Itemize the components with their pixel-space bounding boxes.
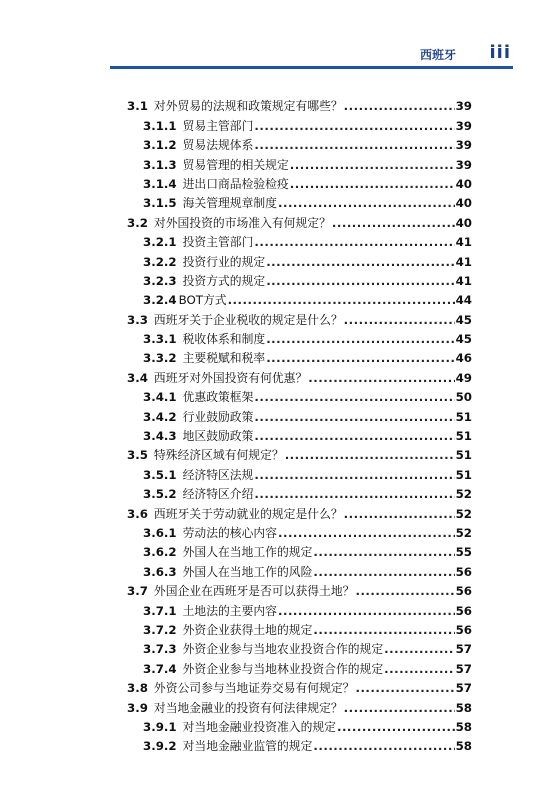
toc-entry[interactable] [127,152,472,171]
toc-dot-leader [266,332,454,346]
toc-entry-title: 优惠政策框架 [182,390,254,405]
toc-entry-title: 进出口商品检验检疫 [182,176,289,191]
toc-entry-number: 3.1 [127,99,148,114]
toc-dot-leader [384,662,454,676]
toc-entry-page: 50 [455,390,472,405]
toc-entry[interactable] [127,637,472,656]
toc-entry-title: 西班牙对外国投资有何优惠？ [153,370,308,385]
toc-entry-number: 3.7.1 [143,603,177,618]
toc-dot-leader [344,701,455,715]
toc-entry-page: 52 [455,487,472,502]
toc-dot-leader [355,584,454,598]
toc-entry-page: 52 [455,525,472,540]
toc-entry-title: 对当地金融业投资准入的规定 [182,719,336,734]
toc-entry-number: 3.1.4 [143,176,177,191]
toc-dot-leader [254,235,454,249]
toc-entry[interactable] [127,133,472,152]
toc-entry[interactable] [127,540,472,559]
toc-entry[interactable] [127,346,472,365]
toc-entry-number: 3.1.5 [143,196,177,211]
toc-entry-title: 经济特区介绍 [182,487,254,502]
toc-entry-number: 3.7 [127,584,148,599]
toc-entry-number: 3.6.1 [143,525,177,540]
toc-entry-page: 56 [455,603,472,618]
toc-entry-title: BOT方式 [178,293,227,308]
toc-entry-title: 外资公司参与当地证券交易有何规定？ [153,681,355,696]
toc-entry-page: 55 [455,545,472,560]
toc-entry-title: 行业鼓励政策 [182,409,254,424]
toc-dot-leader [355,681,454,695]
toc-entry-page: 40 [455,176,472,191]
toc-dot-leader [290,177,455,191]
toc-entry-title: 贸易法规体系 [182,138,254,153]
toc-entry-page: 39 [455,157,472,172]
toc-dot-leader [254,487,454,501]
toc-entry[interactable] [127,94,472,113]
toc-dot-leader [313,565,454,579]
toc-entry[interactable] [127,307,472,326]
toc-dot-leader [278,196,455,210]
toc-entry-number: 3.3.2 [143,351,177,366]
toc-entry[interactable] [127,404,472,423]
toc-entry-title: 主要税赋和税率 [182,351,266,366]
toc-entry-page: 41 [455,235,472,250]
toc-entry-page: 58 [455,719,472,734]
toc-entry-number: 3.9.2 [143,739,177,754]
toc-entry[interactable] [127,230,472,249]
toc-entry-title: 海关管理规章制度 [182,196,277,211]
toc-entry-page: 56 [455,584,472,599]
toc-entry-number: 3.5 [127,448,148,463]
toc-dot-leader [278,604,455,618]
toc-entry-title: 对当地金融业的投资有何法律规定？ [153,700,343,715]
toc-dot-leader [278,526,455,540]
toc-entry-title: 对外贸易的法规和政策规定有哪些？ [153,99,343,114]
toc-entry[interactable] [127,443,472,462]
toc-entry-title: 西班牙关于企业税收的规定是什么？ [153,312,343,327]
running-header-title: 西班牙 [419,48,456,62]
toc-entry-title: 外国人在当地工作的规定 [182,545,313,560]
toc-entry-number: 3.5.2 [143,487,177,502]
toc-entry-title: 特殊经济区域有何规定？ [153,448,284,463]
toc-entry-page: 39 [455,118,472,133]
toc-dot-leader [344,99,455,113]
toc-entry-title: 经济特区法规 [182,467,254,482]
toc-entry-page: 39 [455,138,472,153]
toc-entry[interactable] [127,462,472,481]
toc-entry[interactable] [127,191,472,210]
toc-dot-leader [254,429,454,443]
toc-entry-number: 3.6.3 [143,564,177,579]
toc-entry-title: 土地法的主要内容 [182,603,277,618]
toc-entry-number: 3.2.2 [143,254,177,269]
toc-entry[interactable] [127,734,472,753]
toc-dot-leader [254,138,454,152]
toc-entry-title: 外资企业参与当地农业投资合作的规定 [182,642,384,657]
toc-entry-number: 3.1.3 [143,157,177,172]
toc-dot-leader [308,371,454,385]
toc-entry-title: 税收体系和制度 [182,332,266,347]
toc-entry-page: 51 [455,467,472,482]
toc-entry-number: 3.2.4 [143,293,177,308]
toc-entry-page: 51 [455,409,472,424]
toc-entry[interactable] [127,482,472,501]
toc-entry[interactable] [127,521,472,540]
toc-entry-number: 3.6 [127,506,148,521]
toc-entry-title: 对当地金融业监管的规定 [182,739,313,754]
toc-entry-title: 贸易主管部门 [182,118,254,133]
toc-entry[interactable] [127,618,472,637]
header-rule [110,66,513,69]
table-of-contents [127,94,472,753]
toc-entry[interactable] [127,579,472,598]
toc-entry[interactable] [127,172,472,191]
toc-entry-page: 52 [455,506,472,521]
toc-entry-number: 3.2.3 [143,273,177,288]
toc-dot-leader [344,313,455,327]
toc-entry-number: 3.4.1 [143,390,177,405]
toc-entry-title: 投资主管部门 [182,235,254,250]
toc-entry-number: 3.6.2 [143,545,177,560]
toc-entry-page: 39 [455,99,472,114]
toc-entry-page: 40 [455,196,472,211]
toc-entry-number: 3.3.1 [143,332,177,347]
toc-entry-page: 57 [455,661,472,676]
toc-entry-title: 地区鼓励政策 [182,429,254,444]
toc-entry[interactable] [127,269,472,288]
toc-dot-leader [384,642,454,656]
toc-entry-number: 3.7.4 [143,661,177,676]
toc-entry-page: 41 [455,254,472,269]
toc-entry-number: 3.4.2 [143,409,177,424]
toc-entry-number: 3.2 [127,215,148,230]
toc-dot-leader [313,545,454,559]
toc-entry[interactable] [127,695,472,714]
toc-dot-leader [285,448,455,462]
toc-entry[interactable] [127,249,472,268]
toc-entry-page: 40 [455,215,472,230]
toc-entry-page: 58 [455,739,472,754]
toc-entry-title: 西班牙关于劳动就业的规定是什么？ [153,506,343,521]
toc-entry-page: 44 [455,293,472,308]
toc-dot-leader [266,255,454,269]
toc-entry-number: 3.1.1 [143,118,177,133]
toc-entry-title: 外国人在当地工作的风险 [182,564,313,579]
toc-entry-number: 3.1.2 [143,138,177,153]
toc-dot-leader [313,739,454,753]
toc-entry-title: 劳动法的核心内容 [182,525,277,540]
toc-entry-number: 3.4 [127,370,148,385]
toc-dot-leader [254,119,454,133]
toc-entry[interactable] [127,385,472,404]
toc-dot-leader [254,390,454,404]
toc-entry-page: 46 [455,351,472,366]
toc-entry-number: 3.7.2 [143,622,177,637]
toc-entry-number: 3.5.1 [143,467,177,482]
toc-entry[interactable] [127,501,472,520]
toc-dot-leader [254,468,454,482]
toc-entry[interactable] [127,598,472,617]
toc-dot-leader [290,158,455,172]
toc-entry-title: 外资企业获得土地的规定 [182,622,313,637]
toc-entry-title: 投资方式的规定 [182,273,266,288]
toc-entry[interactable] [127,715,472,734]
toc-entry[interactable] [127,210,472,229]
toc-entry[interactable] [127,327,472,346]
toc-entry-page: 41 [455,273,472,288]
toc-dot-leader [344,507,455,521]
toc-entry-title: 对外国投资的市场准入有何规定？ [153,215,331,230]
toc-entry-number: 3.2.1 [143,235,177,250]
toc-entry-number: 3.3 [127,312,148,327]
toc-entry-number: 3.7.3 [143,642,177,657]
toc-entry-page: 57 [455,642,472,657]
toc-dot-leader [266,351,454,365]
toc-entry[interactable] [127,288,472,307]
toc-entry-title: 投资行业的规定 [182,254,266,269]
toc-dot-leader [313,623,454,637]
toc-entry[interactable] [127,559,472,578]
page-number: iii [489,42,511,63]
toc-entry-page: 51 [455,448,472,463]
toc-entry-number: 3.9 [127,700,148,715]
toc-entry-page: 49 [455,370,472,385]
toc-entry[interactable] [127,365,472,384]
toc-entry-number: 3.8 [127,681,148,696]
toc-dot-leader [228,293,455,307]
toc-dot-leader [332,216,455,230]
toc-dot-leader [337,720,455,734]
toc-entry-title: 外国企业在西班牙是否可以获得土地？ [153,584,355,599]
toc-entry-page: 45 [455,312,472,327]
toc-entry-page: 56 [455,622,472,637]
toc-entry-page: 51 [455,429,472,444]
toc-entry-page: 57 [455,681,472,696]
toc-entry-title: 贸易管理的相关规定 [182,157,289,172]
toc-entry-page: 45 [455,332,472,347]
toc-entry[interactable] [127,424,472,443]
toc-dot-leader [254,410,454,424]
toc-entry-number: 3.9.1 [143,719,177,734]
toc-entry[interactable] [127,113,472,132]
toc-entry-page: 56 [455,564,472,579]
toc-entry-page: 58 [455,700,472,715]
toc-entry-number: 3.4.3 [143,429,177,444]
toc-entry[interactable] [127,676,472,695]
toc-entry-title: 外资企业参与当地林业投资合作的规定 [182,661,384,676]
toc-dot-leader [266,274,454,288]
toc-entry[interactable] [127,656,472,675]
